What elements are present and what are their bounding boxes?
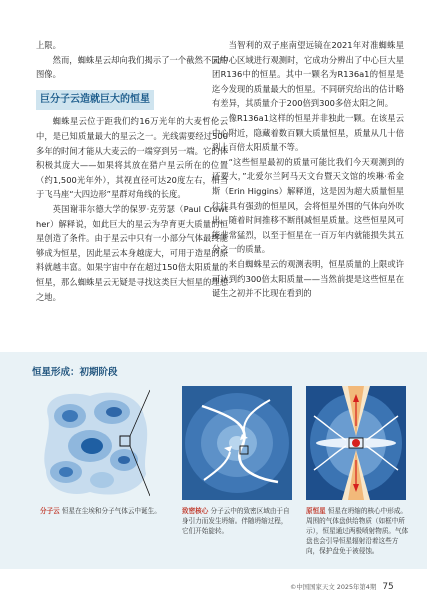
caption-text: 恒星在尘埃和分子气体云中诞生。 <box>61 507 161 515</box>
caption-protostar <box>306 506 410 556</box>
page-number: 75 <box>382 582 394 592</box>
molecular-cloud-illustration <box>40 386 150 500</box>
paragraph: “这些恒星最初的质量可能比我们今天观测到的还要大，”北爱尔兰阿马天文台暨天文馆的埃琳·希金斯（Erin Higgins）解释道，这是因为超大质量恒星往往具有强劲的恒星风，会将恒星外围的气体向外吹出，随着时间推移不断削减恒星质量。这些恒星风可能非常猛烈，以至于恒星在一百万年内就能损失其五分之一的质量。 <box>212 156 404 255</box>
paragraph: 来自蜘蛛星云的观测表明，恒星质量的上限或许可达到约300倍太阳质量——当然前提是这些恒星在诞生之初并不比现在看到的 <box>212 258 404 299</box>
paragraph: 上限。 <box>36 40 61 50</box>
paragraph: 然而，蜘蛛星云却向我们揭示了一个截然不同的图像。 <box>36 54 228 80</box>
page-footer <box>290 582 394 592</box>
paragraph: 像R136a1这样的恒星并非独此一颗。在该星云中心附近，隐藏着数百颗大质量恒星，质量从几十倍到上百倍太阳质量不等。 <box>212 112 404 153</box>
paragraph: 英国谢菲尔德大学的保罗·克劳瑟（Paul Crowther）解释说，如此巨大的星云为孕育更大质量的恒星创造了条件。由于星云中只有一小部分气体最终能够成为恒星，因此星云本身越庞大，可用于造星的原料就越丰富。如果宇宙中存在超过150倍太阳质量的恒星，那么蜘蛛星云无疑是寻找这类巨大恒星的理想之地。 <box>36 203 228 302</box>
caption-text: 分子云中的致密区域由于自身引力而发生坍缩。伴随坍缩过程，它们开始旋转。 <box>182 507 290 535</box>
left-column <box>36 38 228 304</box>
caption-tag: 分子云 <box>40 507 60 515</box>
paragraph: 蜘蛛星云位于距我们约16万光年的大麦哲伦云中，是已知质量最大的星云之一。光线需要经过500多年的时间才能从大麦云的一端穿到另一端。它的体积极其庞大——如果将其放在猎户星云所在的位置（约1,500光年外），其视直径可达20度左右，相当于飞马座“大四边形”星群对角线的长度。 <box>36 116 228 200</box>
right-column <box>212 38 404 301</box>
protostar-illustration <box>306 386 406 500</box>
figure-title: 恒星形成：初期阶段 <box>32 367 118 378</box>
caption-molecular-cloud <box>40 506 164 516</box>
footer-source: ©中国国家天文 2025年第4期 <box>290 583 377 591</box>
caption-dense-core <box>182 506 294 536</box>
caption-tag: 原恒星 <box>306 507 326 515</box>
caption-text: 恒星在坍缩的核心中形成。周围的气体盘供给物质（如框中所示），恒星通过两极喷射物质。气体盘也会引导恒星辐射沿着这些方向，保护盘免于被侵蚀。 <box>306 507 409 555</box>
star-formation-figure <box>0 352 427 569</box>
caption-tag: 致密核心 <box>182 507 209 515</box>
section-title: 巨分子云造就巨大的恒星 <box>36 90 154 111</box>
paragraph: 当智利的双子座南望远镜在2021年对准蜘蛛星云中心区域进行观测时，它成功分辨出了中心巨大星团R136中的恒星。其中一颗名为R136a1的恒星是迄今发现的质量最大的恒星。不同研究给出的估计略有差异，其质量介于200倍到300多倍太阳之间。 <box>212 40 404 109</box>
dense-core-illustration <box>182 386 292 500</box>
